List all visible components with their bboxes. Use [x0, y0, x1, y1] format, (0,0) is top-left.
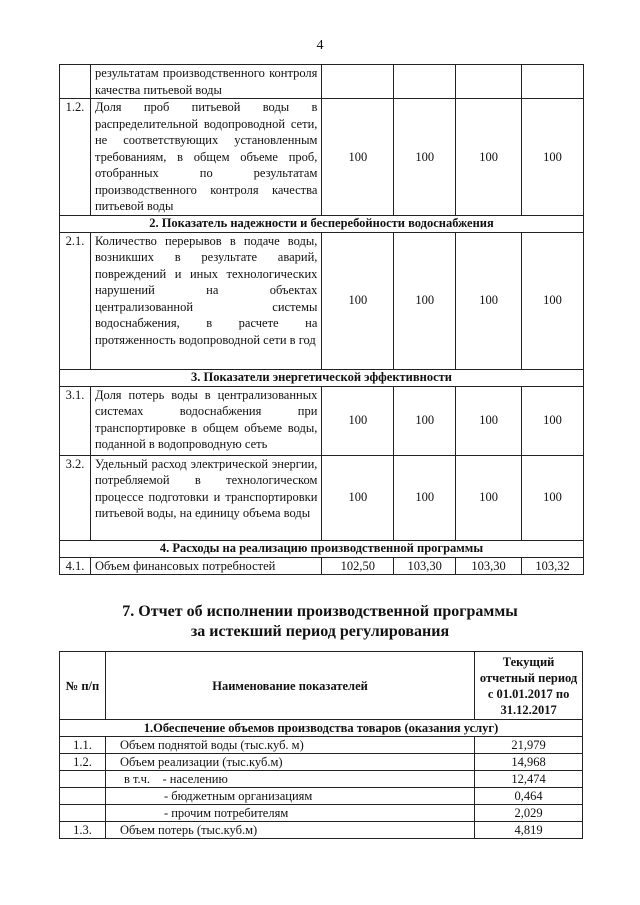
value-cell: 103,32: [522, 557, 584, 575]
section-row: [60, 720, 583, 737]
value-cell: 21,979: [475, 737, 583, 754]
value-cell: 4,819: [475, 822, 583, 839]
value-cell: 100: [522, 455, 584, 540]
indicator-name: Объем поднятой воды (тыс.куб. м): [105, 737, 474, 754]
table-row: [60, 386, 584, 455]
value-cell: 100: [322, 232, 394, 369]
value-cell: 100: [394, 386, 456, 455]
value-cell: 100: [456, 232, 522, 369]
table-row: [60, 754, 583, 771]
value-cell: 100: [322, 99, 394, 216]
value-cell: 102,50: [322, 557, 394, 575]
row-number: 4.1.: [60, 557, 91, 575]
row-number: [60, 788, 106, 805]
table-row: [60, 455, 584, 540]
table-row: [60, 557, 584, 575]
value-cell: 100: [456, 99, 522, 216]
table-row: [60, 771, 583, 788]
value-cell: 100: [522, 232, 584, 369]
indicator-name: Количество перерывов в подаче воды, возникших в результате аварий, повреждений и иных технологических нарушений на объектах централизованной системы водоснабжения, в расчете на протяженность водопроводной сети в год: [90, 232, 321, 369]
value-cell: 100: [394, 455, 456, 540]
section-title: 4. Расходы на реализацию производственной программы: [60, 540, 584, 557]
value-cell: 103,30: [456, 557, 522, 575]
indicator-name: Доля потерь воды в централизованных системах водоснабжения при транспортировке в общем объеме воды, поданной в водопроводную сеть: [90, 386, 321, 455]
section-title: 1.Обеспечение объемов производства товаров (оказания услуг): [60, 720, 583, 737]
page-number: 4: [316, 38, 324, 53]
indicator-name: Доля проб питьевой воды в распределительной водопроводной сети, не соответствующих установленным требованиям, в общем объеме проб, отобранных по результатам производственного контроля качества питьевой воды: [90, 99, 321, 216]
row-number: [60, 65, 91, 99]
value-cell: 100: [456, 386, 522, 455]
indicator-name: результатам производственного контроля качества питьевой воды: [90, 65, 321, 99]
row-number: 3.1.: [60, 386, 91, 455]
section-row: [60, 215, 584, 232]
table-row: [60, 805, 583, 822]
section-row: [60, 540, 584, 557]
value-cell: 14,968: [475, 754, 583, 771]
table-row: [60, 99, 584, 216]
value-cell: 100: [322, 455, 394, 540]
value-cell: 100: [394, 99, 456, 216]
row-number: 1.3.: [60, 822, 106, 839]
row-number: [60, 771, 106, 788]
section-subheading: за истекший период регулирования: [190, 623, 450, 640]
value-cell: 100: [522, 386, 584, 455]
header-period: Текущий отчетный период с 01.01.2017 по 31.12.2017: [475, 652, 583, 720]
indicator-name: Объем финансовых потребностей: [90, 557, 321, 575]
header-name: Наименование показателей: [105, 652, 474, 720]
value-cell: 12,474: [475, 771, 583, 788]
table-row: [60, 65, 584, 99]
table-row: [60, 788, 583, 805]
value-cell: 100: [322, 386, 394, 455]
indicator-name: Удельный расход электрической энергии, потребляемой в технологическом процессе подготовки и транспортировки питьевой воды, на единицу объема воды: [90, 455, 321, 540]
value-cell: 2,029: [475, 805, 583, 822]
report-table: [59, 651, 583, 839]
row-number: 1.2.: [60, 99, 91, 216]
value-cell: 100: [456, 455, 522, 540]
value-cell: 100: [522, 99, 584, 216]
section-row: [60, 369, 584, 386]
header-row: [60, 652, 583, 720]
table-row: [60, 737, 583, 754]
row-number: 1.2.: [60, 754, 106, 771]
indicator-name: в т.ч. - населению: [105, 771, 474, 788]
header-num: № п/п: [60, 652, 106, 720]
value-cell: 100: [394, 232, 456, 369]
indicator-name: - прочим потребителям: [105, 805, 474, 822]
section-heading: 7. Отчет об исполнении производственной программы: [122, 603, 518, 620]
indicators-table: [59, 64, 584, 575]
row-number: 1.1.: [60, 737, 106, 754]
row-number: 2.1.: [60, 232, 91, 369]
value-cell: 0,464: [475, 788, 583, 805]
row-number: [60, 805, 106, 822]
table-row: [60, 232, 584, 369]
value-cell: 103,30: [394, 557, 456, 575]
indicator-name: - бюджетным организациям: [105, 788, 474, 805]
table-row: [60, 822, 583, 839]
section-title: 3. Показатели энергетической эффективности: [60, 369, 584, 386]
indicator-name: Объем реализации (тыс.куб.м): [105, 754, 474, 771]
indicator-name: Объем потерь (тыс.куб.м): [105, 822, 474, 839]
section-title: 2. Показатель надежности и бесперебойности водоснабжения: [60, 215, 584, 232]
row-number: 3.2.: [60, 455, 91, 540]
